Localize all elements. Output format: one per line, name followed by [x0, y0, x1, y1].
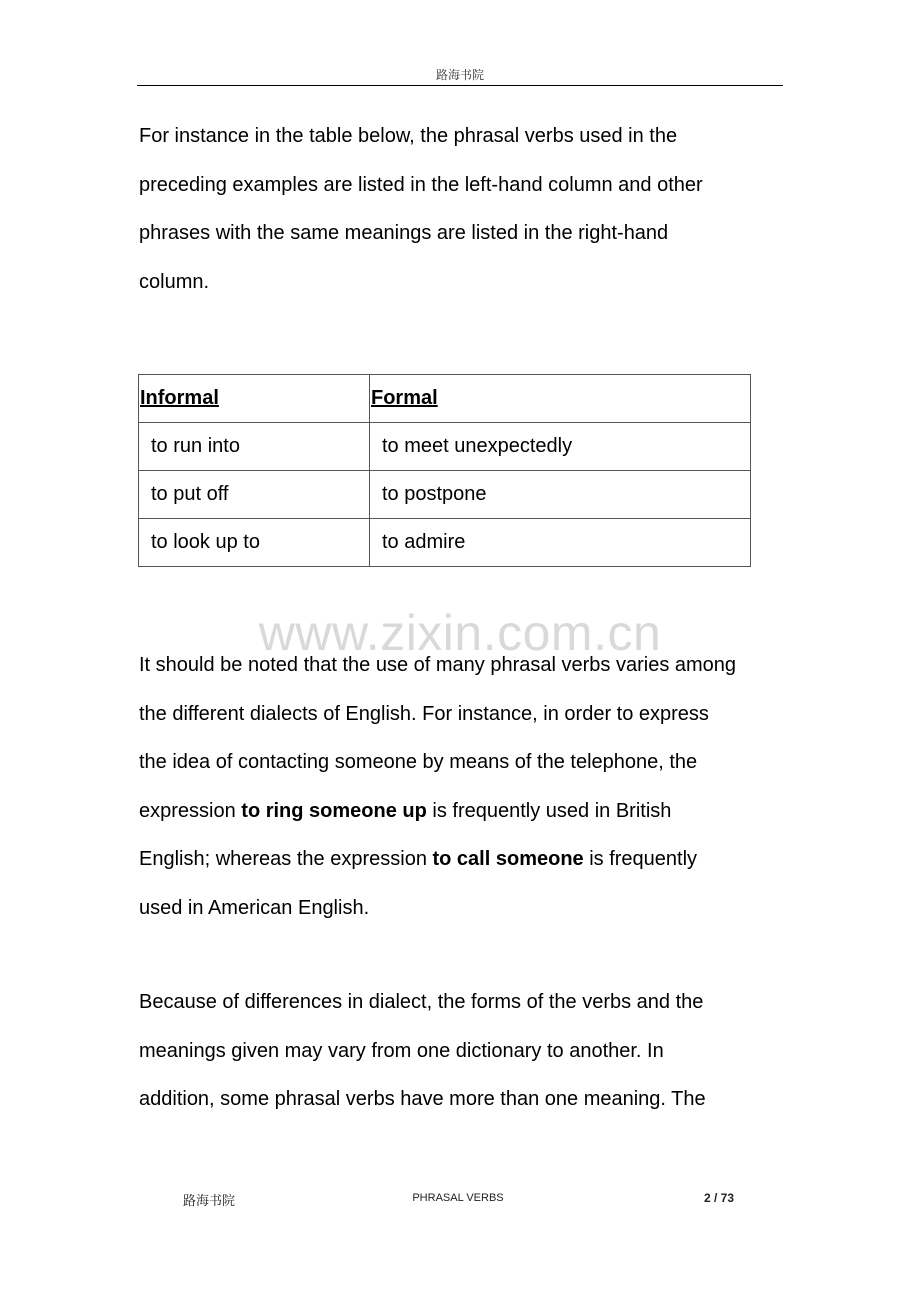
paragraph-line: the different dialects of English. For instance, in order to express: [139, 702, 709, 725]
table-cell-formal: to admire: [370, 519, 751, 567]
header-divider: [137, 85, 783, 86]
paragraph-dialects: [139, 641, 789, 932]
table-row: [139, 423, 751, 471]
text-run: expression: [139, 799, 242, 822]
bold-phrase-ring-someone-up: to ring someone up: [241, 799, 427, 822]
text-run: is frequently used in British: [426, 799, 672, 822]
table-row: [139, 471, 751, 519]
paragraph-line: [139, 787, 789, 836]
table-header-row: [139, 375, 751, 423]
paragraph-line: meanings given may vary from one dictionary to another. In: [139, 1039, 664, 1062]
paragraph-line: the idea of contacting someone by means of the telephone, the: [139, 751, 698, 773]
page-header-title: 路海书院: [435, 68, 484, 82]
table-cell-formal: to meet unexpectedly: [370, 423, 751, 471]
page-number: 2 / 73: [704, 1191, 735, 1205]
table-cell-formal: to postpone: [370, 471, 751, 519]
paragraph-line: Because of differences in dialect, the forms of the verbs and the: [139, 991, 704, 1013]
table-cell-informal: to run into: [139, 423, 370, 471]
table-cell-informal: to look up to: [139, 519, 370, 567]
column-header-formal: Formal: [370, 375, 751, 423]
phrasal-verbs-table: [138, 374, 751, 567]
paragraph-line: used in American English.: [139, 896, 370, 919]
table-row: [139, 519, 751, 567]
paragraph-line: preceding examples are listed in the left-hand column and other: [139, 173, 703, 196]
paragraph-intro: [139, 112, 789, 306]
paragraph-line: For instance in the table below, the phrasal verbs used in the: [139, 125, 678, 147]
paragraph-line: column.: [139, 270, 210, 293]
paragraph-line: addition, some phrasal verbs have more than one meaning. The: [139, 1088, 706, 1110]
paragraph-differences: [139, 978, 789, 1124]
footer-document-title: PHRASAL VERBS: [412, 1192, 504, 1204]
column-header-informal: Informal: [139, 375, 370, 423]
watermark: www.zixin.com.cn: [258, 605, 662, 661]
paragraph-line: It should be noted that the use of many phrasal verbs varies among: [139, 654, 737, 676]
table-cell-informal: to put off: [139, 471, 370, 519]
text-run: English; whereas the expression: [139, 848, 433, 870]
paragraph-line: phrases with the same meanings are listed in the right-hand: [139, 222, 669, 244]
bold-phrase-call-someone: to call someone: [432, 848, 584, 870]
text-run: is frequently: [583, 848, 698, 870]
paragraph-line: [139, 835, 789, 884]
footer-left-title: 路海书院: [183, 1194, 236, 1209]
